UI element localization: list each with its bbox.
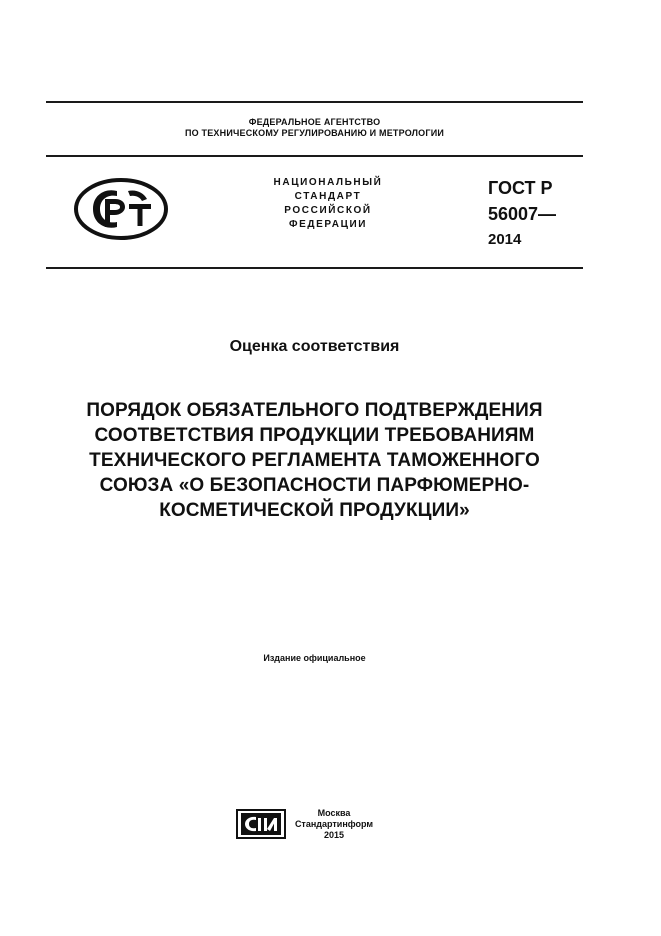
middle-rule (46, 267, 583, 269)
agency-line-2: ПО ТЕХНИЧЕСКОМУ РЕГУЛИРОВАНИЮ И МЕТРОЛОГИИ (184, 128, 445, 138)
designation-prefix: ГОСТ Р (488, 178, 553, 198)
publisher-name: Стандартинформ (294, 819, 374, 829)
standard-line-2: СТАНДАРТ (294, 191, 362, 202)
title-line-5: КОСМЕТИЧЕСКОЙ ПРОДУКЦИИ» (159, 500, 470, 521)
title-line-4: СОЮЗА «О БЕЗОПАСНОСТИ ПАРФЮМЕРНО- (99, 475, 530, 496)
top-rule (46, 101, 583, 103)
title-line-1: ПОРЯДОК ОБЯЗАТЕЛЬНОГО ПОДТВЕРЖДЕНИЯ (86, 400, 543, 421)
rst-certification-mark-icon (73, 177, 169, 241)
document-subject: Оценка соответствия (229, 338, 400, 355)
agency-name (46, 117, 583, 139)
publisher-year: 2015 (323, 830, 345, 840)
national-standard-label (248, 176, 408, 232)
designation-year: 2014 (488, 231, 522, 248)
standartinform-logo-icon (236, 809, 286, 839)
standard-line-3: РОССИЙСКОЙ (284, 205, 372, 216)
standard-line-4: ФЕДЕРАЦИИ (288, 219, 368, 230)
publisher-city: Москва (317, 808, 351, 818)
document-title (20, 398, 609, 523)
designation-number: 56007— (488, 204, 557, 224)
title-line-3: ТЕХНИЧЕСКОГО РЕГЛАМЕНТА ТАМОЖЕННОГО (89, 450, 540, 471)
standard-designation (488, 175, 588, 253)
header-rule (46, 155, 583, 157)
agency-line-1: ФЕДЕРАЛЬНОЕ АГЕНТСТВО (248, 117, 381, 127)
title-line-2: СООТВЕТСТВИЯ ПРОДУКЦИИ ТРЕБОВАНИЯМ (94, 425, 535, 446)
edition-label: Издание официальное (263, 653, 366, 663)
standard-line-1: НАЦИОНАЛЬНЫЙ (273, 177, 383, 188)
publisher-imprint (287, 808, 381, 841)
